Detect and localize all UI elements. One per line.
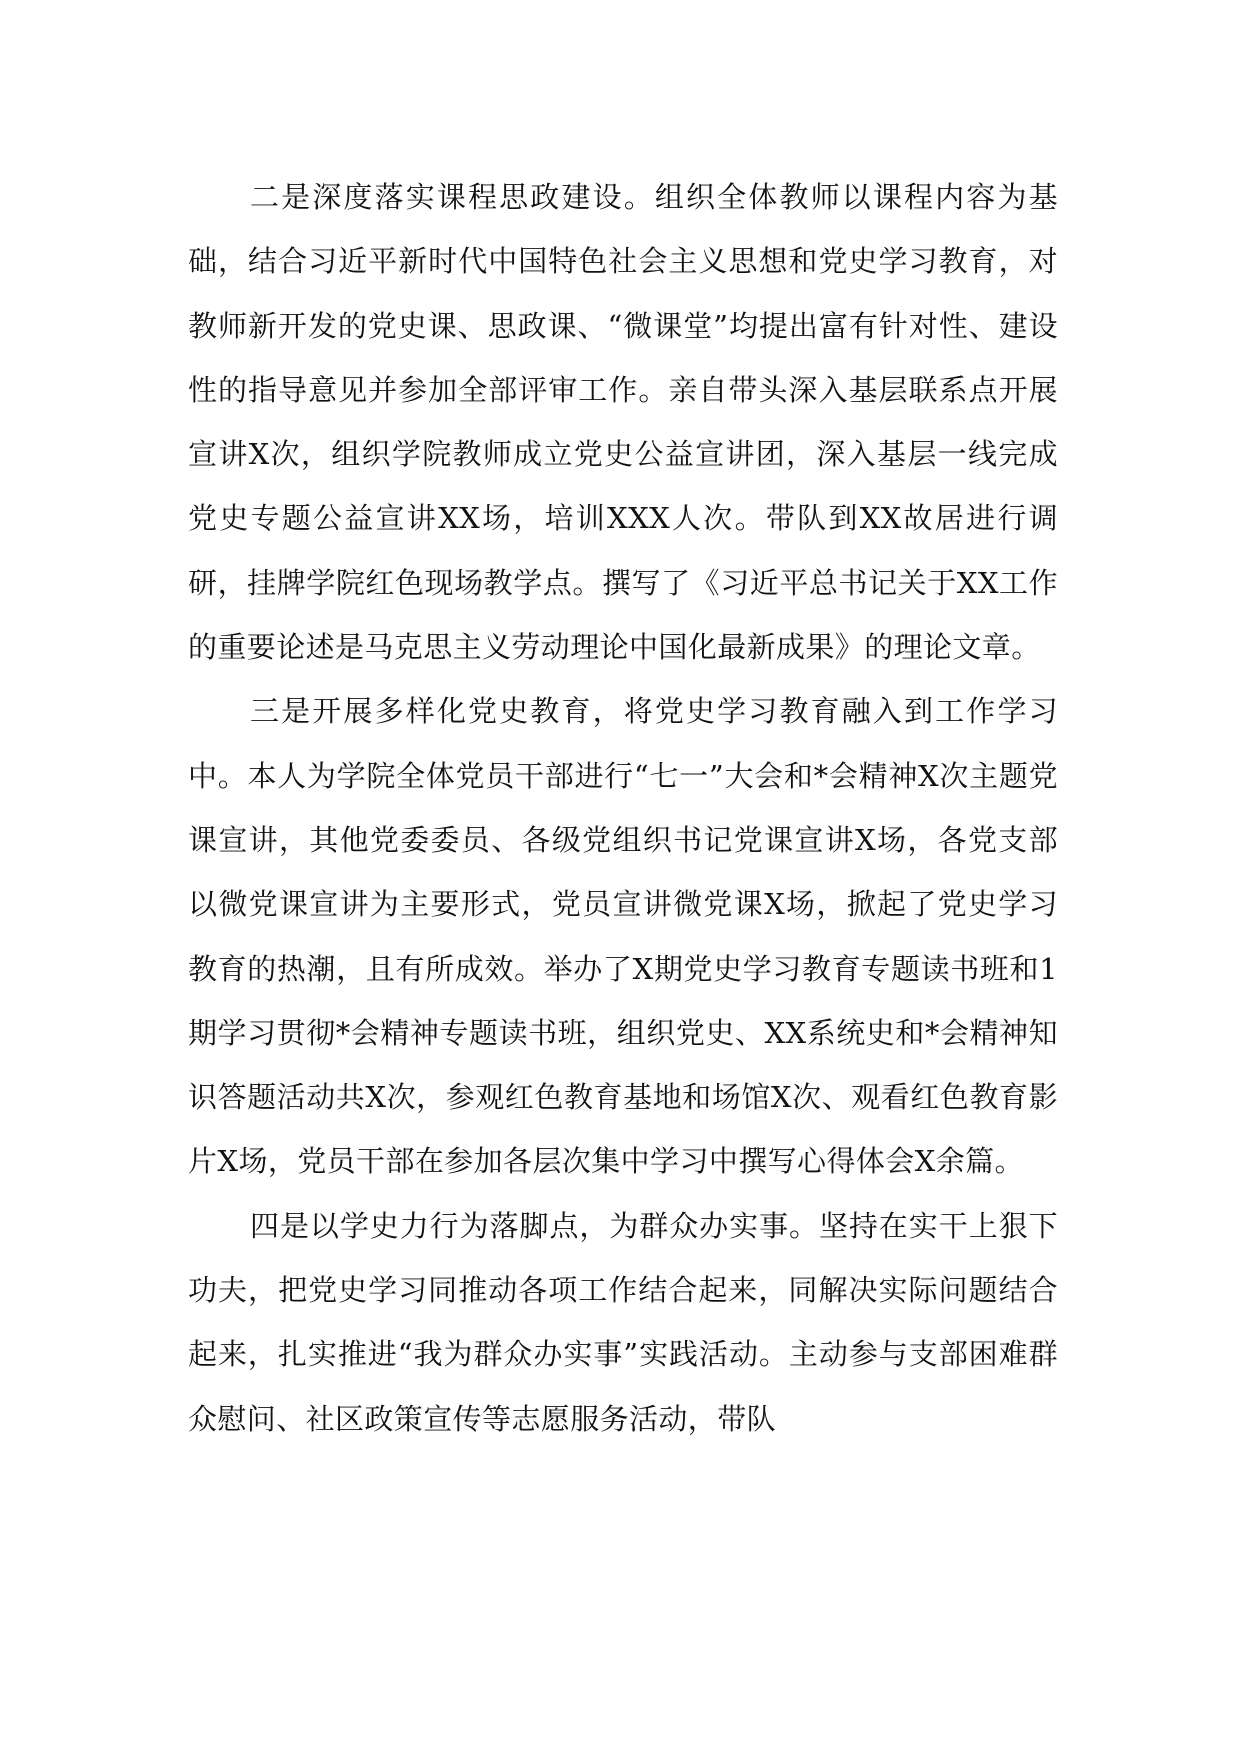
document-body <box>188 165 1058 1451</box>
paragraph-course-ideology: 二是深度落实课程思政建设。组织全体教师以课程内容为基础，结合习近平新时代中国特色社会主义思想和党史学习教育，对教师新开发的党史课、思政课、“微课堂”均提出富有针对性、建设性的指导意见并参加全部评审工作。亲自带头深入基层联系点开展宣讲X次，组织学院教师成立党史公益宣讲团，深入基层一线完成党史专题公益宣讲XX场，培训XXX人次。带队到XX故居进行调研，挂牌学院红色现场教学点。撰写了《习近平总书记关于XX工作的重要论述是马克思主义劳动理论中国化最新成果》的理论文章。 <box>188 180 1058 665</box>
paragraph-serve-the-people: 四是以学史力行为落脚点，为群众办实事。坚持在实干上狠下功夫，把党史学习同推动各项工作结合起来，同解决实际问题结合起来，扎实推进“我为群众办实事”实践活动。主动参与支部困难群众慰问、社区政策宣传等志愿服务活动，带队 <box>188 1208 1058 1436</box>
paragraph-party-history-education: 三是开展多样化党史教育，将党史学习教育融入到工作学习中。本人为学院全体党员干部进行“七一”大会和*会精神X次主题党课宣讲，其他党委委员、各级党组织书记党课宣讲X场，各党支部以微党课宣讲为主要形式，党员宣讲微党课X场，掀起了党史学习教育的热潮，且有所成效。举办了X期党史学习教育专题读书班和1期学习贯彻*会精神专题读书班，组织党史、XX系统史和*会精神知识答题活动共X次，参观红色教育基地和场馆X次、观看红色教育影片X场，党员干部在参加各层次集中学习中撰写心得体会X余篇。 <box>188 694 1058 1179</box>
